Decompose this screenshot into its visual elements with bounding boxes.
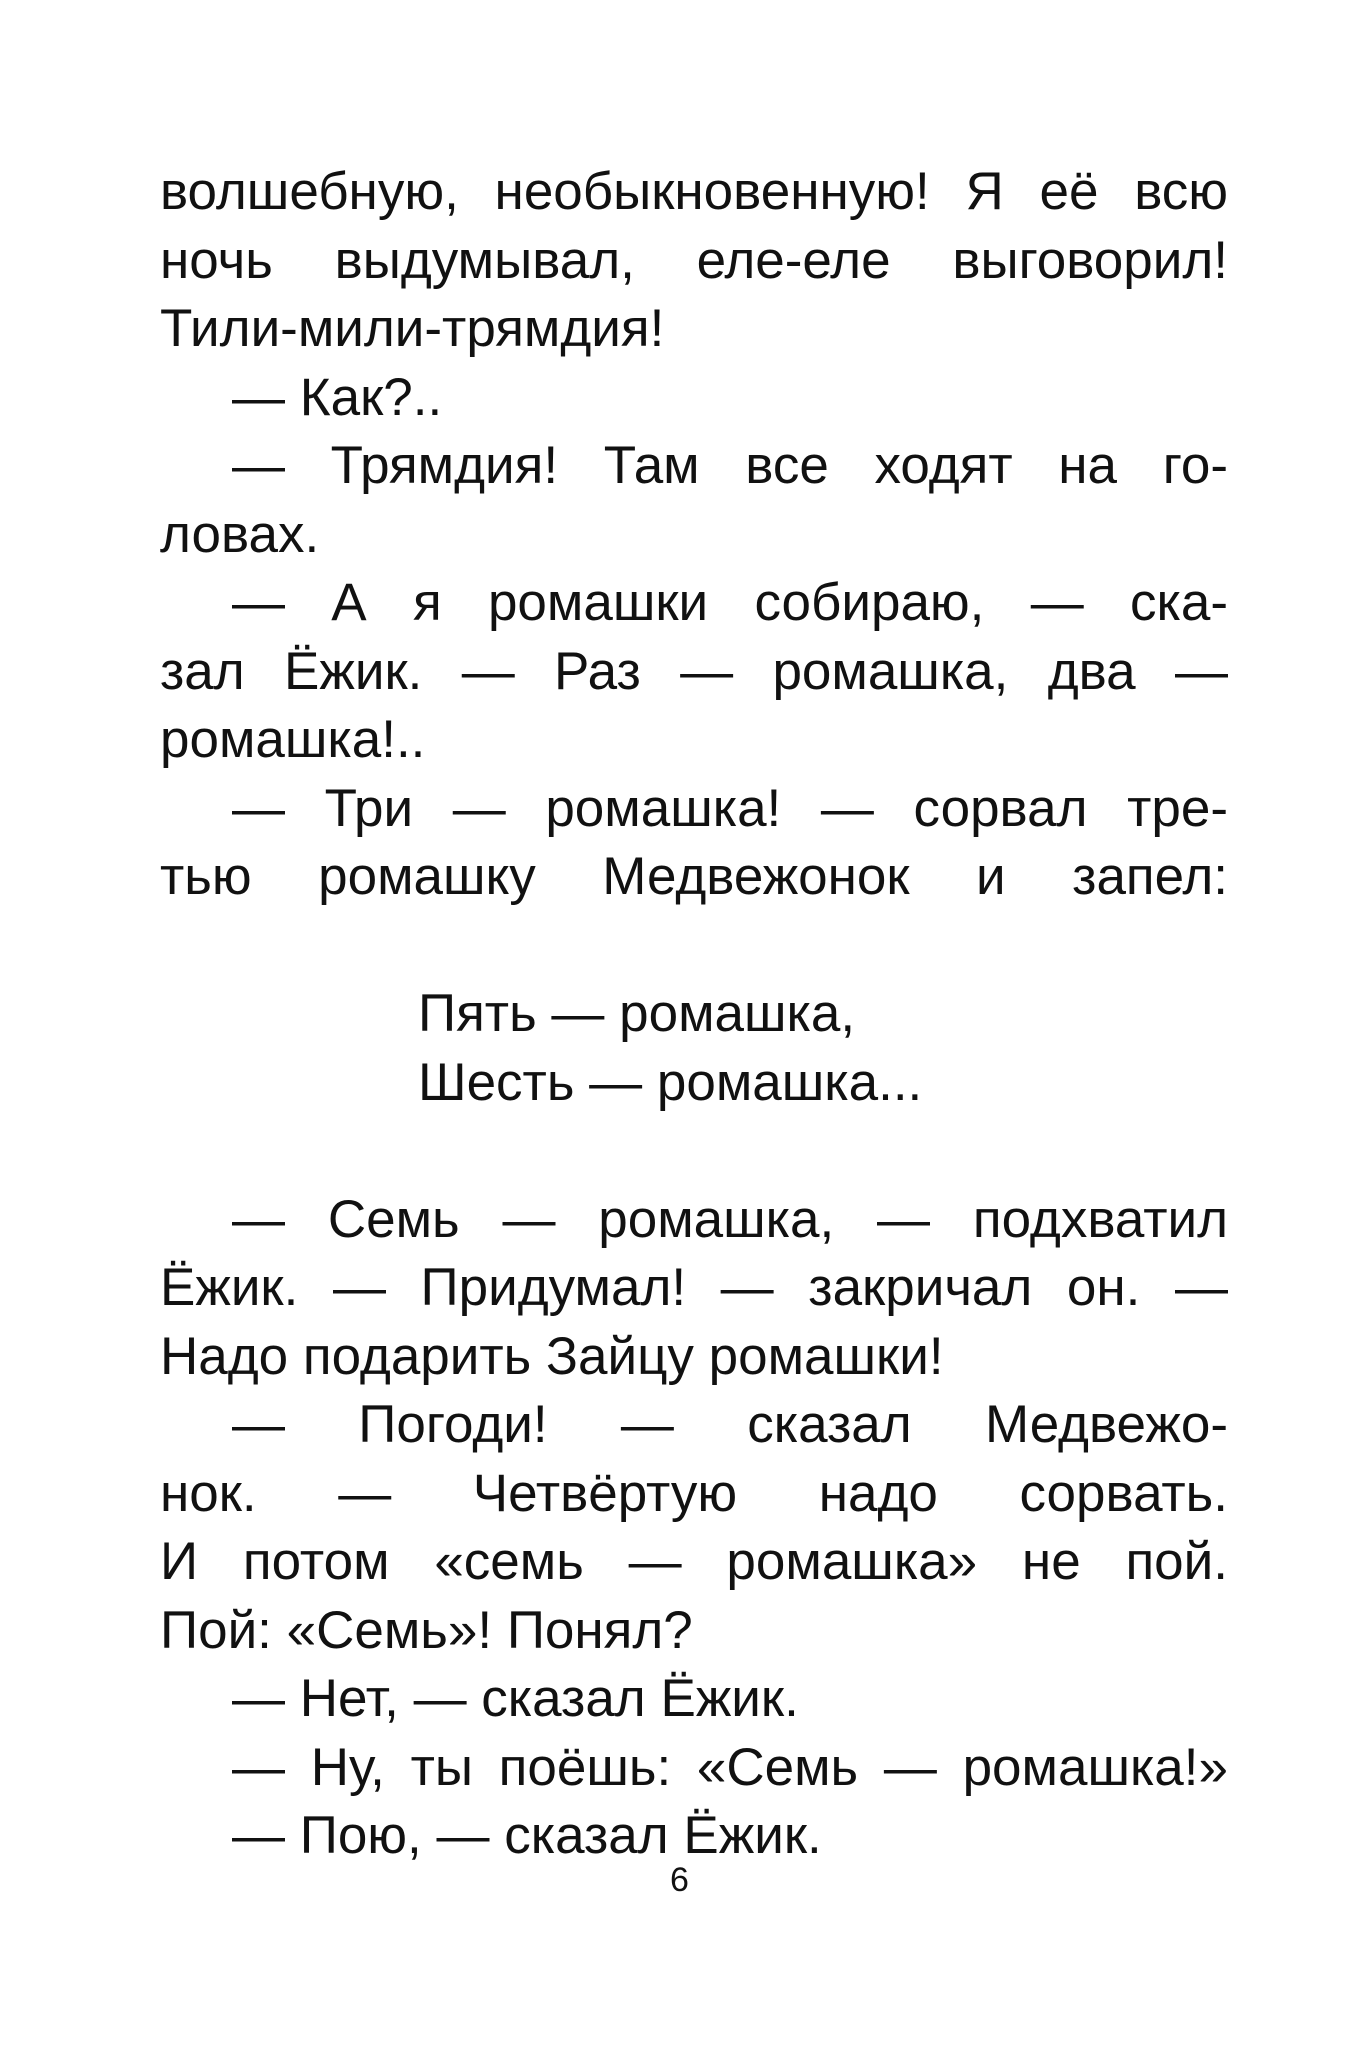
dialogue-line: — Ну, ты поёшь: «Семь — ромашка!» bbox=[232, 1737, 1228, 1797]
text-line: Ёжик. — Придумал! — закричал он. — bbox=[160, 1258, 1228, 1317]
dialogue-line: — Три — ромашка! — сорвал тре- bbox=[232, 778, 1228, 838]
stanza-gap bbox=[160, 1117, 1228, 1186]
stanza-gap bbox=[160, 912, 1228, 981]
page-text bbox=[160, 158, 1228, 1871]
text-line: нок. — Четвёртую надо сорвать. bbox=[160, 1463, 1228, 1523]
text-line: Тили-мили-трямдия! bbox=[160, 299, 665, 358]
verse-line: Шесть — ромашка... bbox=[418, 1052, 923, 1112]
text-line: ловах. bbox=[160, 504, 320, 564]
dialogue-line: — Трямдия! Там все ходят на го- bbox=[232, 436, 1228, 495]
dialogue-line: — Пою, — сказал Ёжик. bbox=[232, 1806, 822, 1865]
dialogue-line: — Как?.. bbox=[232, 367, 443, 427]
text-line: ромашка!.. bbox=[160, 710, 426, 769]
page-number: 6 bbox=[670, 1861, 689, 1899]
text-line: зал Ёжик. — Раз — ромашка, два — bbox=[160, 641, 1228, 701]
text-line: тью ромашку Медвежонок и запел: bbox=[160, 847, 1228, 906]
text-line: Пой: «Семь»! Понял? bbox=[160, 1600, 693, 1660]
verse-line: Пять — ромашка, bbox=[418, 984, 856, 1043]
dialogue-line: — Погоди! — сказал Медвежо- bbox=[232, 1395, 1228, 1454]
dialogue-line: — Семь — ромашка, — подхватил bbox=[232, 1189, 1228, 1249]
text-line: ночь выдумывал, еле-еле выговорил! bbox=[160, 230, 1228, 290]
dialogue-line: — Нет, — сказал Ёжик. bbox=[232, 1669, 799, 1728]
dialogue-line: — А я ромашки собираю, — ска- bbox=[232, 573, 1228, 632]
text-line: И потом «семь — ромашка» не пой. bbox=[160, 1532, 1228, 1591]
text-line: волшебную, необыкновенную! Я её всю bbox=[160, 162, 1228, 221]
text-line: Надо подарить Зайцу ромашки! bbox=[160, 1326, 944, 1386]
